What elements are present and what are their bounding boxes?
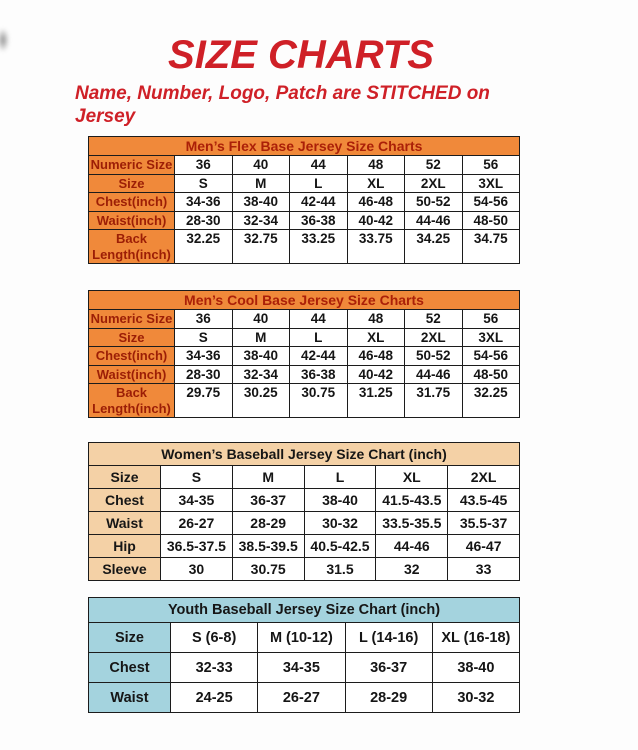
table-row: [89, 230, 520, 264]
data-cell: 36.5-37.5: [161, 535, 233, 558]
data-cell: 42-44: [290, 193, 348, 212]
data-cell: 30.75: [290, 384, 348, 418]
row-header-cell: Size: [89, 466, 161, 489]
data-cell: 48: [347, 310, 405, 329]
data-cell: L (14-16): [345, 623, 432, 653]
data-cell: 26-27: [258, 683, 345, 713]
data-cell: 2XL: [405, 174, 463, 193]
table-row: [89, 347, 520, 366]
data-cell: 2XL: [405, 328, 463, 347]
table-row: [89, 535, 520, 558]
data-cell: 38-40: [232, 347, 290, 366]
table-row: [89, 623, 520, 653]
data-cell: 52: [405, 310, 463, 329]
data-cell: 38-40: [432, 653, 519, 683]
data-cell: 46-48: [347, 193, 405, 212]
row-header-cell: Chest(inch): [89, 193, 175, 212]
data-cell: 30.75: [232, 558, 304, 581]
row-header-cell: Waist(inch): [89, 211, 175, 230]
data-cell: 36-37: [345, 653, 432, 683]
data-cell: 44: [290, 310, 348, 329]
data-cell: 48-50: [462, 365, 520, 384]
data-cell: 3XL: [462, 174, 520, 193]
table-row: [89, 653, 520, 683]
data-cell: 30-32: [304, 512, 376, 535]
data-cell: 34-35: [161, 489, 233, 512]
table-title: Men’s Cool Base Jersey Size Charts: [89, 291, 520, 310]
size-table-grid: [88, 290, 520, 418]
data-cell: 40-42: [347, 211, 405, 230]
table-title: Men’s Flex Base Jersey Size Charts: [89, 137, 520, 156]
scan-artifact: [0, 28, 9, 52]
data-cell: M: [232, 328, 290, 347]
table-row: [89, 310, 520, 329]
data-cell: 33.75: [347, 230, 405, 264]
data-cell: M: [232, 174, 290, 193]
table-row: [89, 512, 520, 535]
data-cell: 48-50: [462, 211, 520, 230]
data-cell: 56: [462, 310, 520, 329]
data-cell: 40.5-42.5: [304, 535, 376, 558]
data-cell: 44-46: [376, 535, 448, 558]
data-cell: 34-35: [258, 653, 345, 683]
data-cell: 32-33: [171, 653, 258, 683]
data-cell: 34.75: [462, 230, 520, 264]
data-cell: 24-25: [171, 683, 258, 713]
row-header-cell: Numeric Size: [89, 310, 175, 329]
data-cell: 43.5-45: [448, 489, 520, 512]
row-header-cell: Waist(inch): [89, 365, 175, 384]
data-cell: 30-32: [432, 683, 519, 713]
row-header-cell: Back Length(inch): [89, 384, 175, 418]
data-cell: 34-36: [175, 193, 233, 212]
data-cell: 31.75: [405, 384, 463, 418]
data-cell: 31.25: [347, 384, 405, 418]
row-header-cell: Chest: [89, 653, 171, 683]
size-table-grid: [88, 442, 520, 581]
data-cell: 46-47: [448, 535, 520, 558]
table-row: [89, 384, 520, 418]
row-header-cell: Waist: [89, 512, 161, 535]
data-cell: 34.25: [405, 230, 463, 264]
table-row: [89, 211, 520, 230]
data-cell: L: [290, 328, 348, 347]
data-cell: 34-36: [175, 347, 233, 366]
page-title: SIZE CHARTS: [168, 33, 434, 77]
data-cell: 33.5-35.5: [376, 512, 448, 535]
row-header-cell: Waist: [89, 683, 171, 713]
row-header-cell: Chest(inch): [89, 347, 175, 366]
table-row: [89, 156, 520, 175]
data-cell: 36-38: [290, 365, 348, 384]
page-header: [75, 0, 527, 128]
data-cell: 44-46: [405, 365, 463, 384]
mens-flex-base-table: [88, 136, 520, 264]
data-cell: M (10-12): [258, 623, 345, 653]
table-row: [89, 683, 520, 713]
youth-baseball-table: [88, 597, 520, 713]
data-cell: S (6-8): [171, 623, 258, 653]
data-cell: 30.25: [232, 384, 290, 418]
table-row: [89, 174, 520, 193]
data-cell: 32.25: [175, 230, 233, 264]
row-header-cell: Numeric Size: [89, 156, 175, 175]
table-row: [89, 489, 520, 512]
size-table-grid: [88, 136, 520, 264]
womens-baseball-table: [88, 442, 520, 581]
data-cell: M: [232, 466, 304, 489]
data-cell: 36: [175, 310, 233, 329]
data-cell: 32-34: [232, 211, 290, 230]
data-cell: XL: [347, 328, 405, 347]
data-cell: 46-48: [347, 347, 405, 366]
data-cell: 38-40: [304, 489, 376, 512]
data-cell: 2XL: [448, 466, 520, 489]
data-cell: 48: [347, 156, 405, 175]
data-cell: 38.5-39.5: [232, 535, 304, 558]
data-cell: 28-30: [175, 211, 233, 230]
size-table-grid: [88, 597, 520, 713]
data-cell: 44-46: [405, 211, 463, 230]
data-cell: L: [304, 466, 376, 489]
table-title: Youth Baseball Jersey Size Chart (inch): [89, 598, 520, 623]
data-cell: 28-29: [232, 512, 304, 535]
row-header-cell: Size: [89, 328, 175, 347]
data-cell: 50-52: [405, 347, 463, 366]
data-cell: 33.25: [290, 230, 348, 264]
table-row: [89, 193, 520, 212]
row-header-cell: Chest: [89, 489, 161, 512]
data-cell: L: [290, 174, 348, 193]
row-header-cell: Size: [89, 174, 175, 193]
data-cell: 35.5-37: [448, 512, 520, 535]
data-cell: S: [161, 466, 233, 489]
data-cell: 52: [405, 156, 463, 175]
data-cell: 32: [376, 558, 448, 581]
data-cell: 28-30: [175, 365, 233, 384]
data-cell: 50-52: [405, 193, 463, 212]
data-cell: 36-37: [232, 489, 304, 512]
data-cell: 54-56: [462, 193, 520, 212]
data-cell: 56: [462, 156, 520, 175]
data-cell: 33: [448, 558, 520, 581]
data-cell: 29.75: [175, 384, 233, 418]
table-row: [89, 328, 520, 347]
data-cell: 36: [175, 156, 233, 175]
data-cell: 30: [161, 558, 233, 581]
data-cell: S: [175, 328, 233, 347]
data-cell: 31.5: [304, 558, 376, 581]
data-cell: S: [175, 174, 233, 193]
table-row: [89, 558, 520, 581]
row-header-cell: Hip: [89, 535, 161, 558]
data-cell: 32.25: [462, 384, 520, 418]
data-cell: 40-42: [347, 365, 405, 384]
page-subtitle: Name, Number, Logo, Patch are STITCHED on Jersey: [75, 83, 490, 127]
data-cell: 40: [232, 156, 290, 175]
data-cell: 28-29: [345, 683, 432, 713]
data-cell: 36-38: [290, 211, 348, 230]
table-title: Women’s Baseball Jersey Size Chart (inch): [89, 443, 520, 466]
data-cell: XL (16-18): [432, 623, 519, 653]
row-header-cell: Sleeve: [89, 558, 161, 581]
data-cell: XL: [376, 466, 448, 489]
data-cell: XL: [347, 174, 405, 193]
data-cell: 26-27: [161, 512, 233, 535]
table-row: [89, 466, 520, 489]
mens-cool-base-table: [88, 290, 520, 418]
row-header-cell: Back Length(inch): [89, 230, 175, 264]
data-cell: 32-34: [232, 365, 290, 384]
data-cell: 3XL: [462, 328, 520, 347]
data-cell: 38-40: [232, 193, 290, 212]
data-cell: 41.5-43.5: [376, 489, 448, 512]
data-cell: 44: [290, 156, 348, 175]
data-cell: 32.75: [232, 230, 290, 264]
data-cell: 42-44: [290, 347, 348, 366]
table-row: [89, 365, 520, 384]
data-cell: 54-56: [462, 347, 520, 366]
row-header-cell: Size: [89, 623, 171, 653]
data-cell: 40: [232, 310, 290, 329]
